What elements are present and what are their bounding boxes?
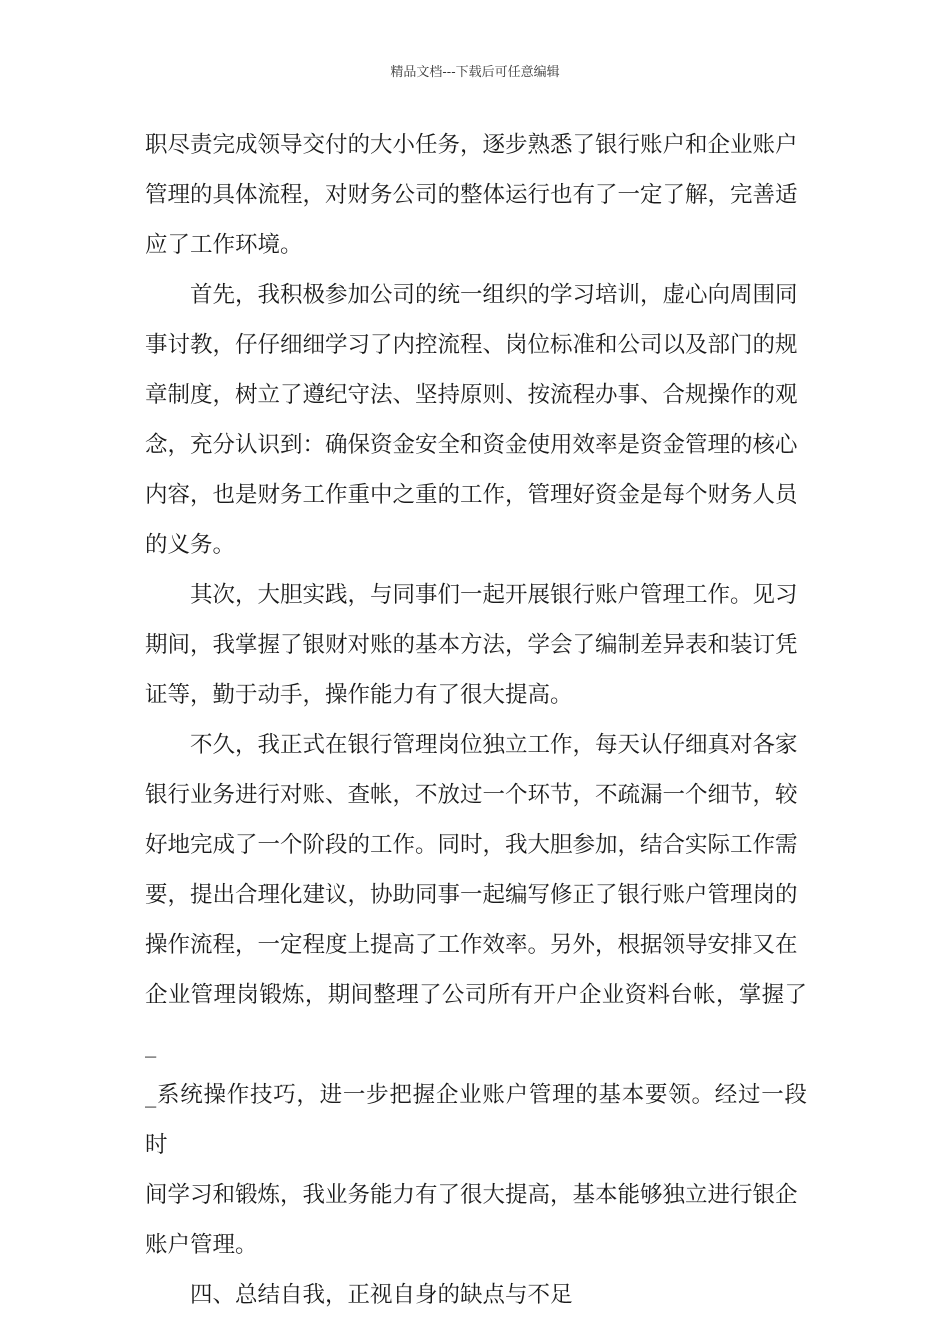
page-header: 精品文档---下载后可任意编辑 (390, 65, 560, 80)
section-heading-self-summary: 四、总结自我，正视自身的缺点与不足 (190, 1282, 573, 1308)
document-body (145, 120, 807, 1320)
paragraph-independent-work: 不久，我正式在银行管理岗位独立工作，每天认仔细真对各家 银行业务进行对账、查帐，不放过一个环节，不疏漏一个细节，较 好地完成了一个阶段的工作。同时，我大胆参加，结合实际工作需 要，提出合理化建议，协助同事一起编写修正了银行账户管理岗的 操作流程，一定程度上提高了工作效率。另外，根据领导安排又在 企业管理岗锻炼，期间整理了公司所有开户企业资料台帐，掌握了_ _系统操作技巧，进一步把握企业账户管理的基本要领。经过一段时 间学习和锻炼，我业务能力有了很大提高，基本能够独立进行银企 账户管理。 (145, 732, 807, 1258)
paragraph-continuation: 职尽责完成领导交付的大小任务，逐步熟悉了银行账户和企业账户 管理的具体流程，对财务公司的整体运行也有了一定了解，完善适 应了工作环境。 (145, 132, 798, 258)
paragraph-first-training: 首先，我积极参加公司的统一组织的学习培训，虚心向周围同 事讨教，仔仔细细学习了内控流程、岗位标准和公司以及部门的规 章制度，树立了遵纪守法、坚持原则、按流程办事、合规操作的观 念，充分认识到：确保资金安全和资金使用效率是资金管理的核心 内容，也是财务工作重中之重的工作，管理好资金是每个财务人员 的义务。 (145, 282, 798, 558)
paragraph-second-practice: 其次，大胆实践，与同事们一起开展银行账户管理工作。见习 期间，我掌握了银财对账的基本方法，学会了编制差异表和装订凭 证等，勤于动手，操作能力有了很大提高。 (145, 582, 798, 708)
